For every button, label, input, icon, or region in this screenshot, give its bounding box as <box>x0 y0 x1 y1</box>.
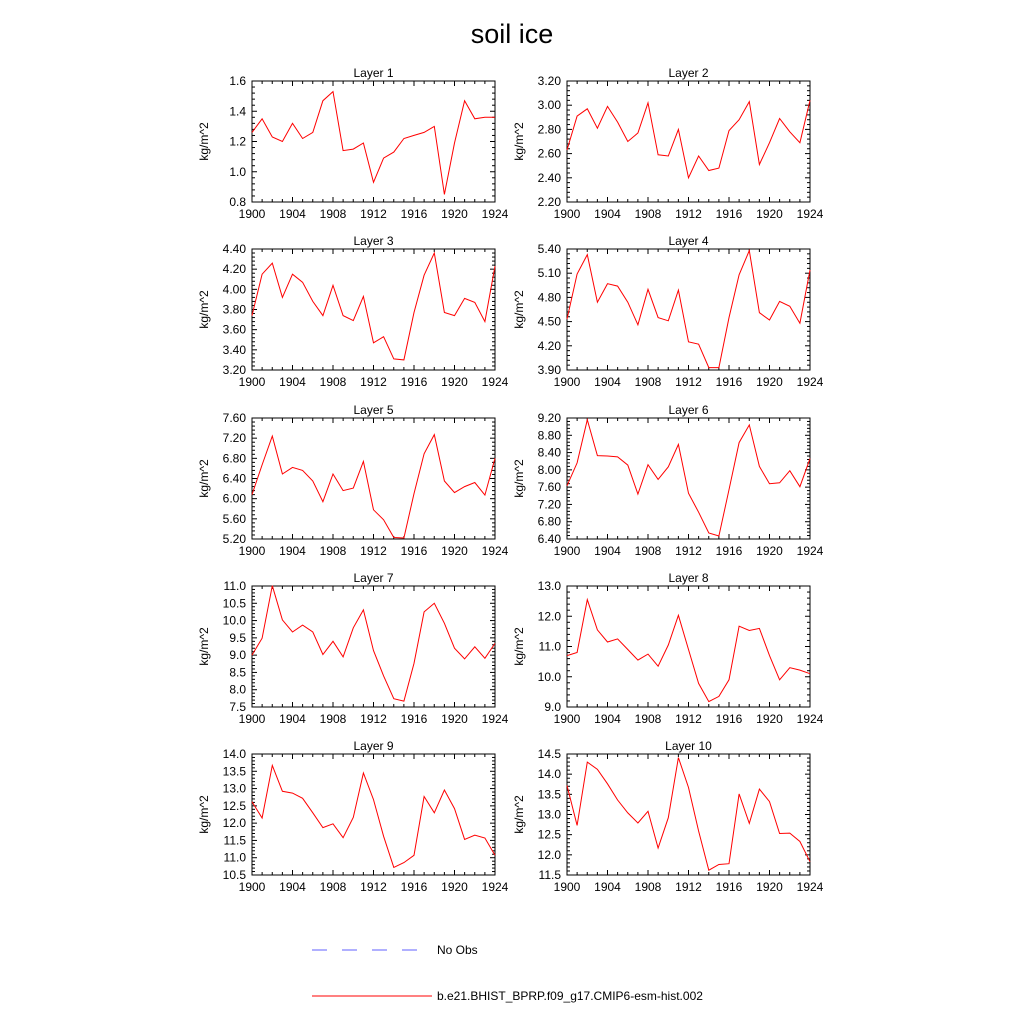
x-tick-label: 1908 <box>634 375 662 389</box>
x-tick-label: 1912 <box>360 712 387 726</box>
panel-layer-5 <box>197 403 509 558</box>
x-tick-label: 1924 <box>481 544 509 558</box>
x-tick-label: 1908 <box>634 880 662 894</box>
panel-layer-8 <box>512 571 824 726</box>
series-line <box>252 435 495 538</box>
panel-layer-7 <box>197 571 509 726</box>
y-tick-label: 10.0 <box>222 613 246 628</box>
y-tick-label: 3.60 <box>222 322 246 337</box>
x-tick-label: 1924 <box>481 375 509 389</box>
x-tick-label: 1908 <box>319 544 347 558</box>
y-tick-label: 14.0 <box>222 747 246 761</box>
x-tick-label: 1900 <box>553 207 581 221</box>
y-tick-label: 12.0 <box>537 609 561 624</box>
legend-label-no-obs: No Obs <box>437 943 478 957</box>
y-axis-label: kg/m^2 <box>197 290 211 329</box>
x-tick-label: 1920 <box>441 544 468 558</box>
x-tick-label: 1916 <box>715 375 743 389</box>
y-tick-label: 6.40 <box>222 471 246 486</box>
panel-title: Layer 4 <box>668 234 709 248</box>
panel-layer-1 <box>197 66 509 221</box>
plot-frame <box>567 249 810 370</box>
y-tick-label: 13.5 <box>537 787 561 802</box>
series-line <box>252 765 495 867</box>
x-tick-label: 1904 <box>594 712 621 726</box>
y-axis-label: kg/m^2 <box>512 459 526 498</box>
y-axis-label: kg/m^2 <box>512 795 526 834</box>
y-tick-label: 3.20 <box>222 363 246 377</box>
legend-label-model-run: b.e21.BHIST_BPRP.f09_g17.CMIP6-esm-hist.002 <box>437 989 703 1003</box>
y-tick-label: 1.4 <box>229 104 246 119</box>
y-tick-label: 2.60 <box>537 146 561 161</box>
x-tick-label: 1920 <box>756 375 783 389</box>
x-tick-label: 1904 <box>279 880 306 894</box>
y-tick-label: 3.20 <box>537 74 561 88</box>
panel-layer-6 <box>512 403 824 558</box>
series-line <box>567 600 810 702</box>
x-tick-label: 1916 <box>400 880 428 894</box>
panel-title: Layer 8 <box>668 571 709 585</box>
x-tick-label: 1924 <box>796 207 824 221</box>
y-tick-label: 4.20 <box>222 262 246 277</box>
y-tick-label: 11.0 <box>538 639 561 654</box>
x-tick-label: 1920 <box>756 544 783 558</box>
x-tick-label: 1916 <box>400 207 428 221</box>
x-tick-label: 1912 <box>675 712 702 726</box>
panel-title: Layer 9 <box>353 739 394 753</box>
y-tick-label: 7.20 <box>537 497 561 512</box>
x-tick-label: 1916 <box>400 712 428 726</box>
x-tick-label: 1900 <box>238 880 266 894</box>
x-tick-label: 1912 <box>360 375 387 389</box>
x-tick-label: 1908 <box>319 712 347 726</box>
x-tick-label: 1916 <box>400 544 428 558</box>
x-tick-label: 1912 <box>675 544 702 558</box>
y-tick-label: 5.10 <box>537 266 561 281</box>
x-tick-label: 1912 <box>675 207 702 221</box>
y-tick-label: 10.5 <box>222 596 246 611</box>
panel-title: Layer 1 <box>353 66 394 80</box>
series-line <box>567 100 810 177</box>
y-tick-label: 11.5 <box>223 833 246 848</box>
panel-title: Layer 7 <box>353 571 394 585</box>
y-tick-label: 8.40 <box>537 445 561 460</box>
y-tick-label: 13.5 <box>222 764 246 779</box>
y-tick-label: 8.80 <box>537 428 561 443</box>
legend <box>312 943 703 1003</box>
y-tick-label: 5.40 <box>537 242 561 256</box>
y-tick-label: 3.00 <box>537 98 561 113</box>
panel-title: Layer 6 <box>668 403 709 417</box>
x-tick-label: 1900 <box>553 375 581 389</box>
y-axis-label: kg/m^2 <box>197 459 211 498</box>
y-tick-label: 4.20 <box>537 338 561 353</box>
x-tick-label: 1900 <box>553 712 581 726</box>
series-line <box>567 420 810 536</box>
series-line <box>252 586 495 701</box>
y-tick-label: 6.00 <box>222 491 246 506</box>
y-tick-label: 7.60 <box>222 411 246 425</box>
x-tick-label: 1924 <box>481 880 509 894</box>
x-tick-label: 1920 <box>756 880 783 894</box>
x-tick-label: 1924 <box>796 544 824 558</box>
y-tick-label: 12.0 <box>222 816 246 831</box>
x-tick-label: 1920 <box>441 880 468 894</box>
panel-title: Layer 3 <box>353 234 394 248</box>
x-tick-label: 1900 <box>238 544 266 558</box>
x-tick-label: 1900 <box>553 544 581 558</box>
y-tick-label: 3.90 <box>537 363 561 377</box>
x-tick-label: 1916 <box>715 544 743 558</box>
panel-layer-3 <box>197 234 509 389</box>
y-tick-label: 7.5 <box>229 700 246 714</box>
y-tick-label: 12.5 <box>537 827 561 842</box>
panel-title: Layer 5 <box>353 403 394 417</box>
y-tick-label: 4.50 <box>537 314 561 329</box>
x-tick-label: 1900 <box>553 880 581 894</box>
y-tick-label: 0.8 <box>229 195 246 209</box>
x-tick-label: 1908 <box>319 207 347 221</box>
x-tick-label: 1904 <box>594 880 621 894</box>
y-tick-label: 8.00 <box>537 462 561 477</box>
series-line <box>252 253 495 360</box>
y-axis-label: kg/m^2 <box>197 122 211 161</box>
x-tick-label: 1904 <box>594 207 621 221</box>
y-tick-label: 1.0 <box>229 164 246 179</box>
x-tick-label: 1908 <box>634 712 662 726</box>
y-tick-label: 4.80 <box>537 290 561 305</box>
x-tick-label: 1908 <box>319 375 347 389</box>
x-tick-label: 1904 <box>594 375 621 389</box>
y-tick-label: 2.40 <box>537 170 561 185</box>
plot-frame <box>252 754 495 875</box>
x-tick-label: 1920 <box>441 712 468 726</box>
panel-layer-9 <box>197 739 509 894</box>
x-tick-label: 1900 <box>238 712 266 726</box>
y-tick-label: 1.2 <box>229 134 246 149</box>
y-tick-label: 4.40 <box>222 242 246 256</box>
x-tick-label: 1900 <box>238 207 266 221</box>
panels <box>197 66 824 894</box>
x-tick-label: 1912 <box>360 207 387 221</box>
x-tick-label: 1920 <box>756 207 783 221</box>
x-tick-label: 1916 <box>715 712 743 726</box>
y-tick-label: 4.00 <box>222 282 246 297</box>
x-tick-label: 1924 <box>481 712 509 726</box>
x-tick-label: 1920 <box>756 712 783 726</box>
series-line <box>567 251 810 368</box>
x-tick-label: 1904 <box>279 375 306 389</box>
y-tick-label: 3.40 <box>222 342 246 357</box>
y-tick-label: 2.20 <box>537 195 561 209</box>
x-tick-label: 1924 <box>481 207 509 221</box>
plot-frame <box>252 586 495 707</box>
y-tick-label: 7.60 <box>537 480 561 495</box>
y-tick-label: 9.0 <box>229 648 246 663</box>
panel-title: Layer 2 <box>668 66 709 80</box>
y-tick-label: 11.0 <box>223 850 246 865</box>
x-tick-label: 1908 <box>319 880 347 894</box>
x-tick-label: 1912 <box>360 544 387 558</box>
y-tick-label: 3.80 <box>222 302 246 317</box>
y-axis-label: kg/m^2 <box>512 122 526 161</box>
plot-frame <box>567 586 810 707</box>
x-tick-label: 1924 <box>796 712 824 726</box>
x-tick-label: 1912 <box>675 375 702 389</box>
x-tick-label: 1904 <box>279 712 306 726</box>
panel-layer-10 <box>512 739 824 894</box>
series-line <box>252 92 495 195</box>
y-tick-label: 14.0 <box>537 767 561 782</box>
y-tick-label: 7.20 <box>222 431 246 446</box>
y-tick-label: 8.0 <box>229 682 246 697</box>
x-tick-label: 1912 <box>360 880 387 894</box>
chart-title: soil ice <box>470 19 554 49</box>
y-axis-label: kg/m^2 <box>197 795 211 834</box>
y-tick-label: 6.80 <box>222 451 246 466</box>
x-tick-label: 1908 <box>634 544 662 558</box>
y-tick-label: 8.5 <box>229 665 246 680</box>
y-axis-label: kg/m^2 <box>512 290 526 329</box>
y-tick-label: 11.5 <box>538 868 561 882</box>
y-tick-label: 14.5 <box>537 747 561 761</box>
y-axis-label: kg/m^2 <box>197 627 211 666</box>
y-tick-label: 6.80 <box>537 514 561 529</box>
y-tick-label: 13.0 <box>537 579 561 593</box>
y-tick-label: 9.5 <box>229 630 246 645</box>
y-tick-label: 10.5 <box>222 868 246 882</box>
x-tick-label: 1904 <box>279 544 306 558</box>
series-line <box>567 758 810 871</box>
y-tick-label: 5.20 <box>222 532 246 546</box>
plot-frame <box>252 81 495 202</box>
plot-frame <box>567 81 810 202</box>
x-tick-label: 1924 <box>796 375 824 389</box>
x-tick-label: 1920 <box>441 375 468 389</box>
x-tick-label: 1916 <box>715 880 743 894</box>
x-tick-label: 1900 <box>238 375 266 389</box>
panel-layer-4 <box>512 234 824 389</box>
y-tick-label: 10.0 <box>537 669 561 684</box>
y-tick-label: 6.40 <box>537 532 561 546</box>
y-tick-label: 2.80 <box>537 122 561 137</box>
y-axis-label: kg/m^2 <box>512 627 526 666</box>
y-tick-label: 11.0 <box>223 579 246 593</box>
y-tick-label: 1.6 <box>229 74 246 88</box>
panel-title: Layer 10 <box>665 739 712 753</box>
plot-frame <box>567 418 810 539</box>
y-tick-label: 9.20 <box>537 411 561 425</box>
y-tick-label: 12.5 <box>222 798 246 813</box>
x-tick-label: 1916 <box>715 207 743 221</box>
y-tick-label: 12.0 <box>537 847 561 862</box>
x-tick-label: 1924 <box>796 880 824 894</box>
x-tick-label: 1920 <box>441 207 468 221</box>
x-tick-label: 1908 <box>634 207 662 221</box>
x-tick-label: 1912 <box>675 880 702 894</box>
panel-layer-2 <box>512 66 824 221</box>
y-tick-label: 13.0 <box>537 807 561 822</box>
x-tick-label: 1904 <box>279 207 306 221</box>
plot-frame <box>252 418 495 539</box>
y-tick-label: 9.0 <box>544 700 561 714</box>
y-tick-label: 13.0 <box>222 781 246 796</box>
x-tick-label: 1916 <box>400 375 428 389</box>
y-tick-label: 5.60 <box>222 511 246 526</box>
x-tick-label: 1904 <box>594 544 621 558</box>
